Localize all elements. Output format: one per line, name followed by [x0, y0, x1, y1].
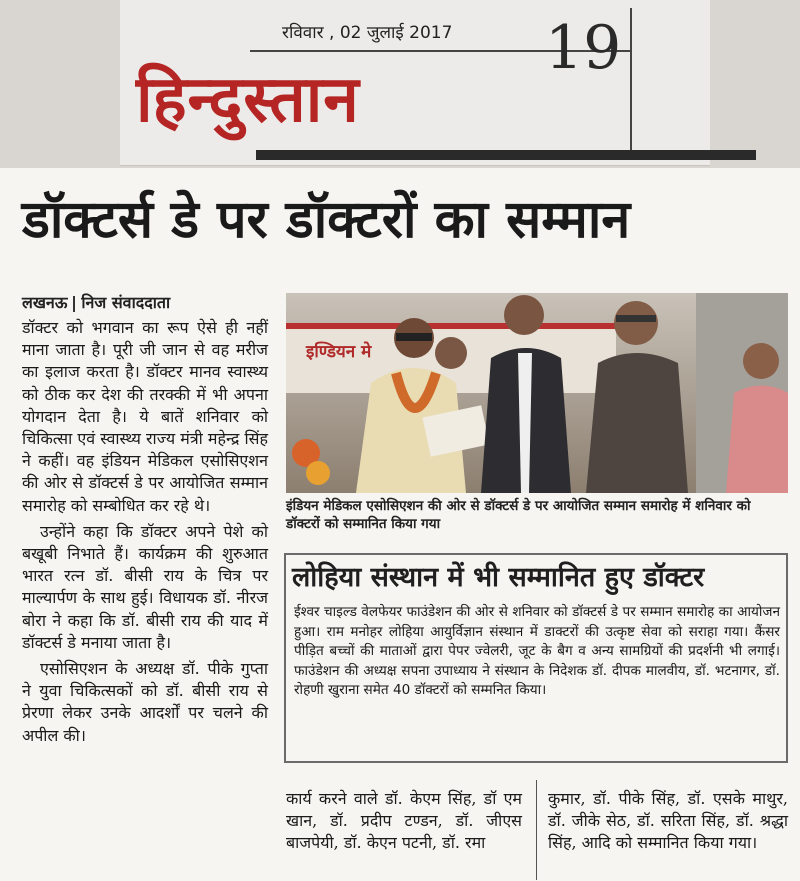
article-right-column — [548, 788, 788, 855]
paragraph: डॉक्टर को भगवान का रूप ऐसे ही नहीं माना जाता है। पूरी जी जान से वह मरीज का इलाज करता है। डॉक्टर मानव स्वास्थ्य को ठीक कर देश की तरक्की में भी अपना योगदान देता है। ये बातें शनिवार को चिकित्सा एवं स्वास्थ्य राज्य मंत्री महेन्द्र सिंह ने कहीं। वह इंडियन मेडिकल एसोसिएशन की ओर से डॉक्टर्स डे पर आयोजित सम्मान समारोह को सम्बोधित कर रहे थे। — [22, 318, 268, 515]
masthead-bottom-bar — [256, 150, 756, 160]
sidebar-box — [284, 553, 788, 763]
article-headline: डॉक्टर्स डे पर डॉक्टरों का सम्मान — [22, 190, 631, 250]
byline-reporter: निज संवाददाता — [81, 293, 171, 312]
newspaper-logo: हिन्दुस्तान — [136, 63, 360, 137]
event-photo — [286, 293, 788, 493]
article-middle-column — [286, 788, 522, 855]
paragraph: कार्य करने वाले डॉ. केएम सिंह, डॉ एम खान, डॉ. प्रदीप टण्डन, डॉ. जीएस बाजपेयी, डॉ. केएन पटनी, डॉ. रमा — [286, 789, 522, 853]
byline-place: लखनऊ — [22, 293, 68, 312]
masthead-date: रविवार , 02 जुलाई 2017 — [282, 23, 453, 43]
page-number: 19 — [545, 13, 622, 83]
column-divider — [536, 780, 537, 880]
photo-caption: इंडियन मेडिकल एसोसिएशन की ओर से डॉक्टर्स डे पर आयोजित सम्मान समारोह में शनिवार को डॉक्टरों को सम्मानित किया गया — [286, 498, 751, 532]
paragraph: उन्होंने कहा कि डॉक्टर अपने पेशे को बखूबी निभाते हैं। कार्यक्रम की शुरुआत भारत रत्न डॉ. बीसी राय के चित्र पर माल्यार्पण के साथ हुई। विधायक डॉ. नीरज बोरा ने कहा कि डॉ. बीसी राय की याद में डॉक्टर्स डे मनाया जाता है। — [22, 521, 268, 652]
sidebar-body: ईश्वर चाइल्ड वेलफेयर फाउंडेशन की ओर से शनिवार को डॉक्टर्स डे पर सम्मान समारोह का आयोजन हुआ। राम मनोहर लोहिया आयुर्विज्ञान संस्थान में डाक्टरों की उत्कृष्ट सेवा को सराहा गया। कैंसर पीड़ित बच्चों की माताओं द्वारा पेपर ज्वेलरी, जूट के बैग व अन्य सामग्रियों की प्रदर्शनी भी लगाई। फाउंडेशन की अध्यक्ष सपना उपाध्याय ने संस्थान के निदेशक डॉ. दीपक मालवीय, डॉ. भटनागर, डॉ. रोहणी खुराना समेत 40 डॉक्टरों को सम्मनित किया। — [294, 604, 780, 698]
byline — [22, 291, 170, 313]
paragraph: कुमार, डॉ. पीके सिंह, डॉ. एसके माथुर, डॉ. जीके सेठ, डॉ. सरिता सिंह, डॉ. श्रद्धा सिंह, आदि को सम्मानित किया गया। — [548, 789, 788, 853]
article-left-column — [22, 317, 268, 747]
paragraph: एसोसिएशन के अध्यक्ष डॉ. पीके गुप्ता ने युवा चिकित्सकों को डॉ. बीसी राय से प्रेरणा लेकर उनके आदर्शों पर चलने की अपील की। — [22, 659, 268, 745]
byline-separator — [73, 296, 75, 312]
masthead-divider — [630, 8, 632, 158]
banner-text: इण्डियन मे — [306, 342, 372, 362]
sidebar-title: लोहिया संस्थान में भी सम्मानित हुए डॉक्टर — [292, 562, 705, 593]
